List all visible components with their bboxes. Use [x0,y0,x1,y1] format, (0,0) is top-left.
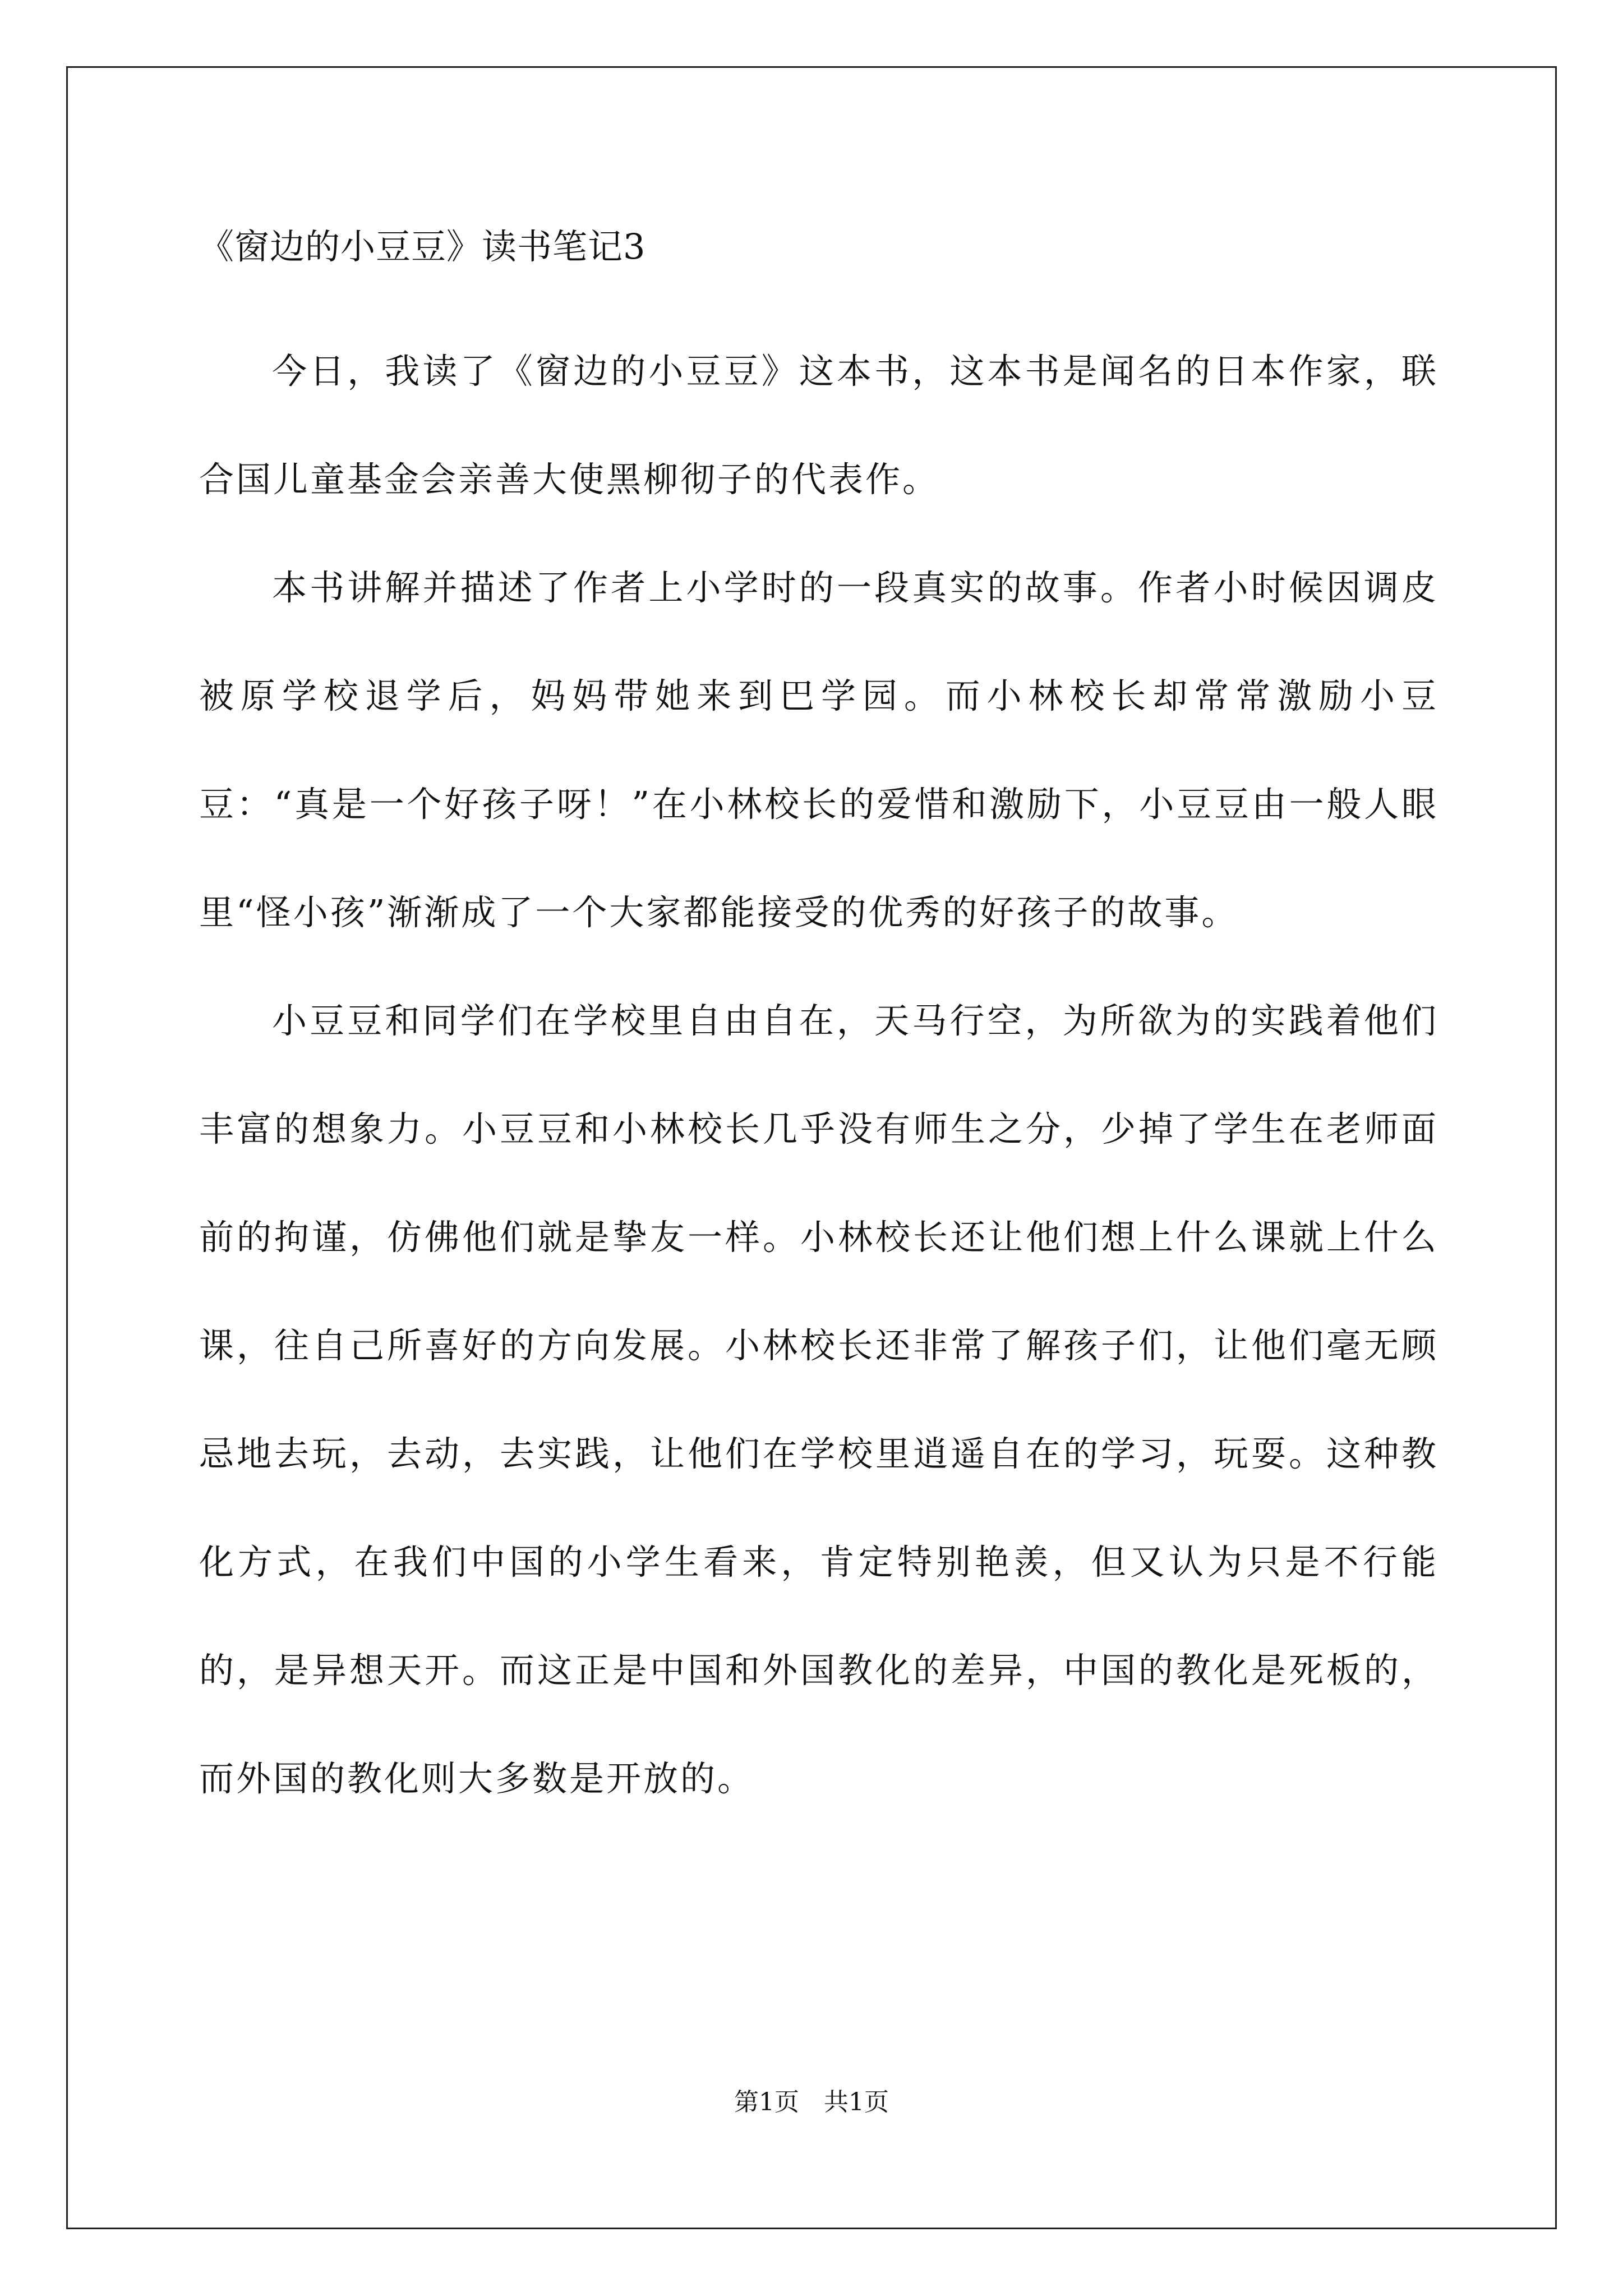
document-title: 《窗边的小豆豆》读书笔记3 [199,226,646,267]
page-footer: 第1页 共1页 [734,2088,889,2116]
paragraph-2: 本书讲解并描述了作者上小学时的一段真实的故事。作者小时候因调皮被原学校退学后，妈妈带她来到巴学园。而小林校长却常常激励小豆豆：“真是一个好孩子呀！”在小林校长的爱惜和激励下，小豆豆由一般人眼里“怪小孩”渐渐成了一个大家都能接受的优秀的好孩子的故事。 [199,567,1438,933]
paragraph-1: 今日，我读了《窗边的小豆豆》这本书，这本书是闻名的日本作家，联合国儿童基金会亲善大使黑柳彻子的代表作。 [199,351,1438,500]
document-body [199,317,1438,1833]
paragraph-3: 小豆豆和同学们在学校里自由自在，天马行空，为所欲为的实践着他们丰富的想象力。小豆豆和小林校长几乎没有师生之分，少掉了学生在老师面前的拘谨，仿佛他们就是挚友一样。小林校长还让他们想上什么课就上什么课，往自己所喜好的方向发展。小林校长还非常了解孩子们，让他们毫无顾忌地去玩，去动，去实践，让他们在学校里逍遥自在的学习，玩耍。这种教化方式，在我们中国的小学生看来，肯定特别艳羡，但又认为只是不行能的，是异想天开。而这正是中国和外国教化的差异，中国的教化是死板的，而外国的教化则大多数是开放的。 [199,1000,1438,1799]
